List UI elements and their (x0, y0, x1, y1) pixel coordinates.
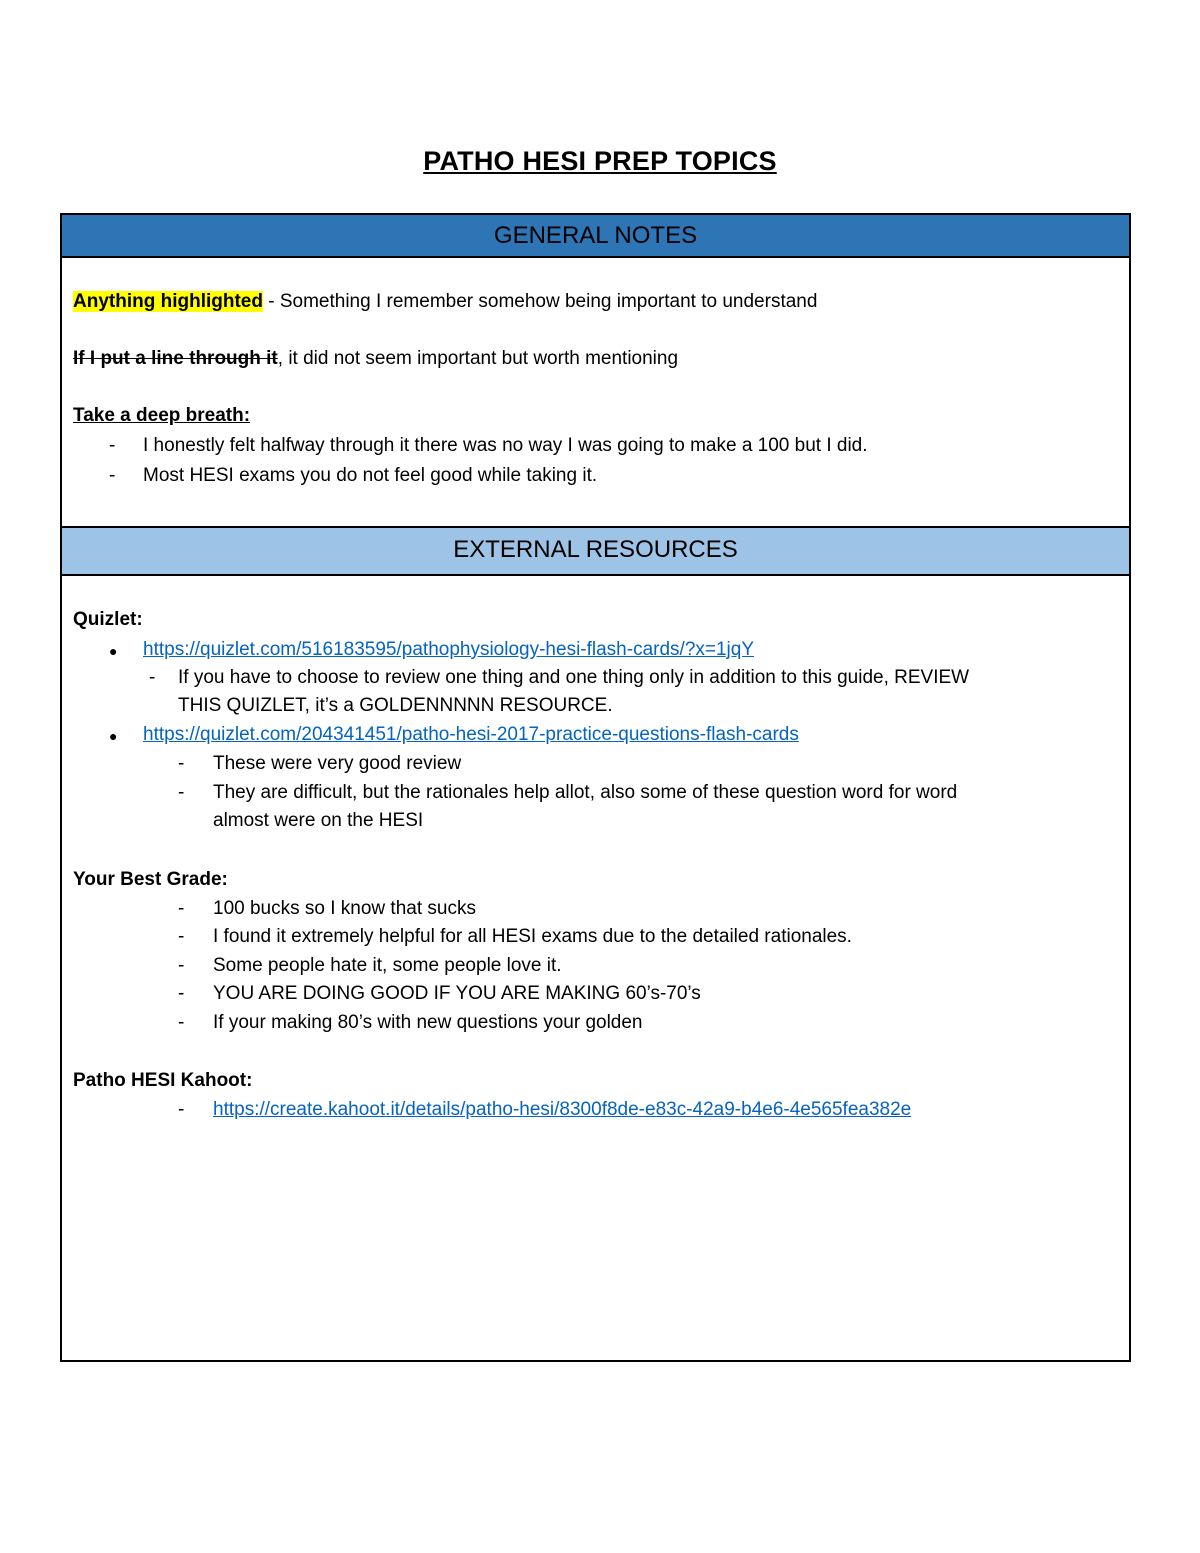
strike-text: , it did not seem important but worth mentioning (277, 348, 679, 369)
page-title: PATHO HESI PREP TOPICS (423, 146, 777, 176)
highlight-text: - Something I remember somehow being important to understand (262, 291, 818, 312)
bullet-icon: ● (109, 643, 118, 659)
highlight-label: Anything highlighted (73, 291, 263, 312)
external-resources-header: EXTERNAL RESOURCES (62, 526, 1129, 576)
highlight-note (73, 289, 817, 315)
quizlet-link-2[interactable]: https://quizlet.com/204341451/patho-hesi-2017-practice-questions-flash-cards (143, 724, 799, 745)
quizlet-heading: Quizlet: (73, 609, 143, 630)
notes-table: GENERAL NOTES Anything highlighted - Something I remember somehow being important to understand If I put a line through it, it did not seem important but worth mentioning Take a deep breath: - I honestly felt halfway through it there was no way I was going to make a 100 but I did. - Most HESI exams you do not feel good while taking it. EXTERNAL RESOURCES Quizlet: ● https://quizlet.com/516183595/pathophysiology-hesi-flash-cards/?x=1jqY - If you have to choose to review one thing and one thing only in addition to this guide, REVIEW THIS QUIZLET, it’s a GOLDENNNNN RESOURCE. ● https://quizlet.com/204341451/patho-hesi-2017-practice-questions-flash-cards - These were very good review - They are difficult, but the rationales help allot, also some of these question word for word almost were on the HESI Your Best Grade: - 100 bucks so I know that sucks - I found it extremely helpful for all HESI exams due to the detailed rationales. - Some people hate it, some people love it. - YOU ARE DOING GOOD IF YOU ARE MAKING 60’s-70’s - If your making 80’s with new questions your golden Patho HESI Kahoot: - https://create.kahoot.it/details/patho-hesi/8300f8de-e83c-42a9-b4e6-4e565fea382e (60, 213, 1131, 1362)
breath-heading: Take a deep breath: (73, 405, 251, 426)
strike-label: If I put a line through it (73, 348, 278, 369)
kahoot-heading: Patho HESI Kahoot: (73, 1070, 253, 1091)
bullet-icon: ● (109, 728, 118, 744)
quizlet-link-1[interactable]: https://quizlet.com/516183595/pathophysiology-hesi-flash-cards/?x=1jqY (143, 639, 755, 660)
grade-heading: Your Best Grade: (73, 869, 228, 890)
kahoot-link[interactable]: https://create.kahoot.it/details/patho-hesi/8300f8de-e83c-42a9-b4e6-4e565fea382e (213, 1099, 912, 1120)
strike-note (73, 346, 678, 372)
general-notes-header: GENERAL NOTES (62, 215, 1129, 258)
